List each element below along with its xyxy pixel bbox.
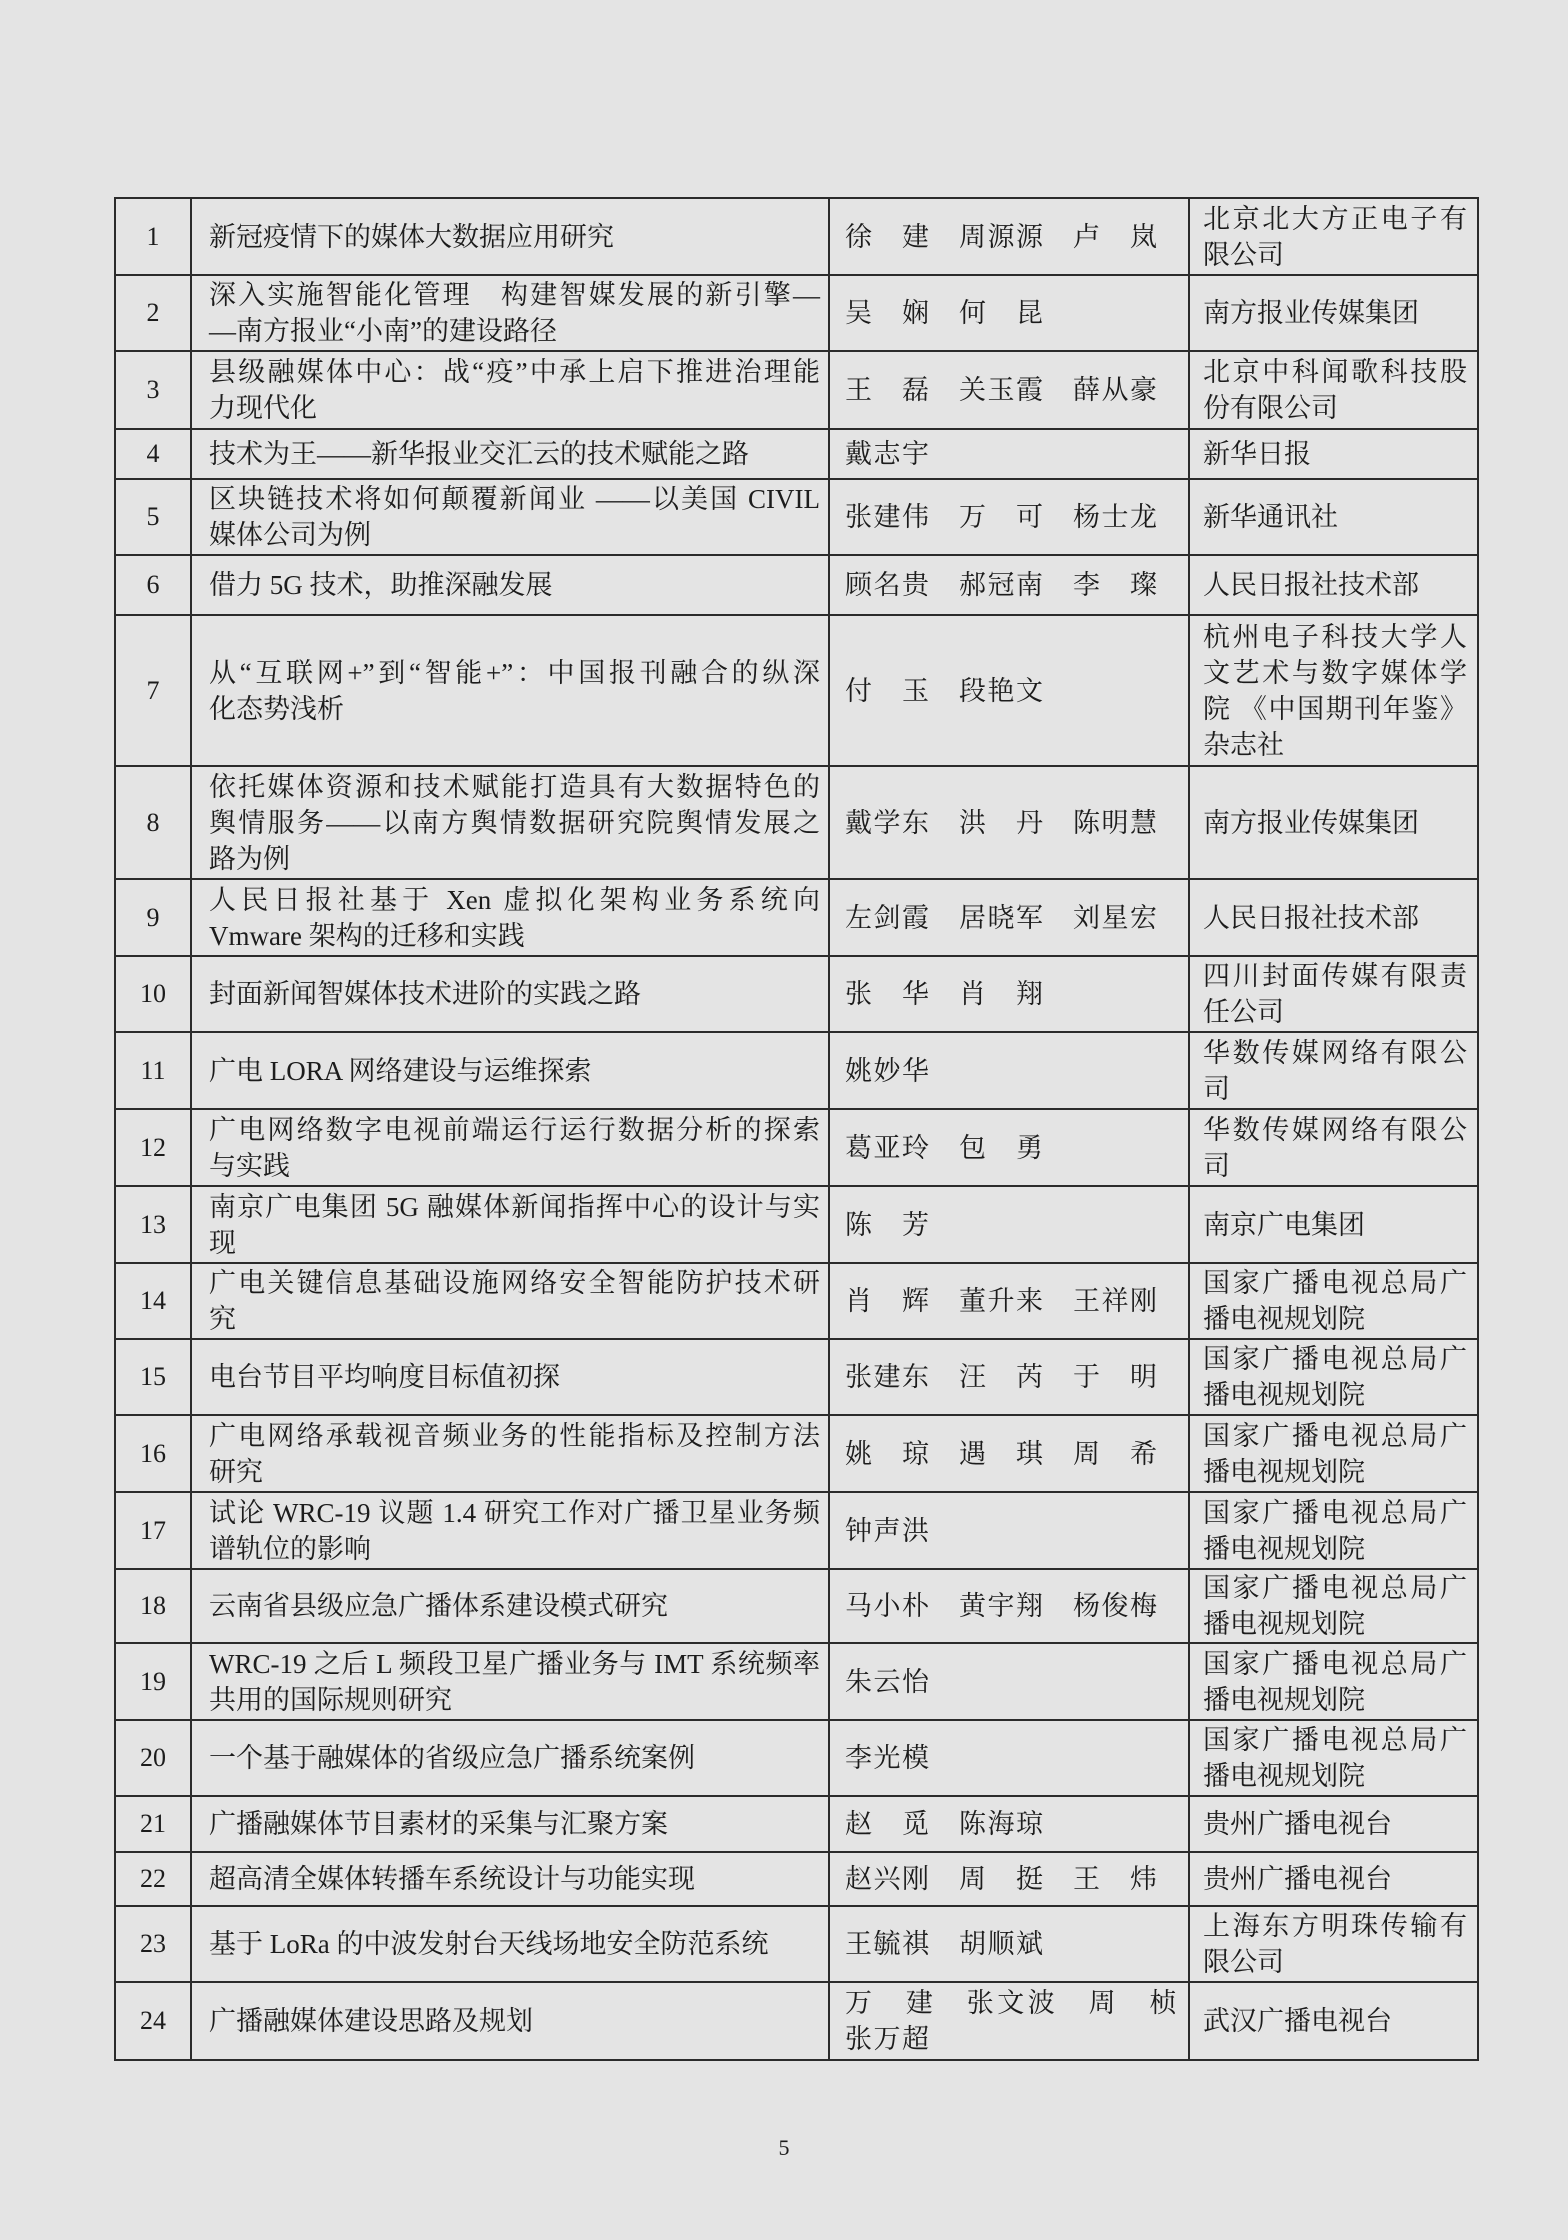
paper-title: 新冠疫情下的媒体大数据应用研究 xyxy=(191,198,829,275)
row-number: 10 xyxy=(115,956,191,1032)
table-row xyxy=(115,1906,1478,1982)
authors xyxy=(829,1982,1189,2060)
table-row xyxy=(115,275,1478,351)
paper-title: 广播融媒体节目素材的采集与汇聚方案 xyxy=(191,1796,829,1852)
text-line: 化态势浅析 xyxy=(209,693,344,724)
text-line: 份有限公司 xyxy=(1203,393,1338,423)
text-line: 深入实施智能化管理 构建智媒发展的新引擎— xyxy=(209,280,820,310)
row-number: 22 xyxy=(115,1852,191,1906)
paper-title: 基于 LoRa 的中波发射台天线场地安全防范系统 xyxy=(191,1906,829,1982)
text-line: 国家广播电视总局广 xyxy=(1203,1420,1467,1451)
text-line: 张万超 xyxy=(845,2024,931,2054)
paper-title xyxy=(191,1492,829,1569)
authors: 赵兴刚 周 挺 王 炜 xyxy=(829,1852,1189,1906)
authors: 姚妙华 xyxy=(829,1032,1189,1109)
row-number: 23 xyxy=(115,1906,191,1982)
paper-title xyxy=(191,766,829,879)
table-row xyxy=(115,615,1478,766)
paper-title xyxy=(191,1415,829,1492)
table-row xyxy=(115,1339,1478,1415)
paper-title: 技术为王——新华报业交汇云的技术赋能之路 xyxy=(191,429,829,479)
text-line: 院 《中国期刊年鉴》 xyxy=(1203,693,1467,724)
table-row xyxy=(115,1032,1478,1109)
text-line: 杭州电子科技大学人 xyxy=(1203,621,1467,652)
row-number: 19 xyxy=(115,1643,191,1720)
text-line: 文艺术与数字媒体学 xyxy=(1203,657,1467,688)
table-row xyxy=(115,429,1478,479)
paper-title xyxy=(191,1109,829,1186)
table-row xyxy=(115,1643,1478,1720)
paper-title: 广播融媒体建设思路及规划 xyxy=(191,1982,829,2060)
paper-title xyxy=(191,275,829,351)
table-row xyxy=(115,1720,1478,1796)
text-line: 国家广播电视总局广 xyxy=(1203,1268,1467,1298)
organization xyxy=(1189,1263,1478,1339)
text-line: 华数传媒网络有限公 xyxy=(1203,1037,1467,1068)
text-line: 司 xyxy=(1203,1073,1230,1104)
text-line: 播电视规划院 xyxy=(1203,1380,1365,1410)
organization: 贵州广播电视台 xyxy=(1189,1796,1478,1852)
table-row xyxy=(115,1982,1478,2060)
authors: 钟声洪 xyxy=(829,1492,1189,1569)
authors: 张建东 汪 芮 于 明 xyxy=(829,1339,1189,1415)
page-number: 5 xyxy=(778,2135,790,2160)
row-number: 20 xyxy=(115,1720,191,1796)
text-line: 力现代化 xyxy=(209,393,317,423)
text-line: 上海东方明珠传输有 xyxy=(1203,1911,1467,1941)
text-line: 究 xyxy=(209,1304,236,1334)
table-row xyxy=(115,1263,1478,1339)
paper-title xyxy=(191,615,829,766)
paper-title xyxy=(191,1186,829,1263)
row-number: 16 xyxy=(115,1415,191,1492)
row-number: 2 xyxy=(115,275,191,351)
organization: 新华通讯社 xyxy=(1189,479,1478,555)
authors: 顾名贵 郝冠南 李 璨 xyxy=(829,555,1189,615)
table-row xyxy=(115,1492,1478,1569)
authors: 赵 觅 陈海琼 xyxy=(829,1796,1189,1852)
paper-title: 封面新闻智媒体技术进阶的实践之路 xyxy=(191,956,829,1032)
paper-title: 借力 5G 技术，助推深融发展 xyxy=(191,555,829,615)
row-number: 3 xyxy=(115,351,191,429)
text-line: 播电视规划院 xyxy=(1203,1456,1365,1487)
text-line: 北京北大方正电子有 xyxy=(1203,203,1467,234)
authors: 李光模 xyxy=(829,1720,1189,1796)
text-line: 播电视规划院 xyxy=(1203,1684,1365,1715)
row-number: 4 xyxy=(115,429,191,479)
text-line: 国家广播电视总局广 xyxy=(1203,1648,1467,1679)
table-row xyxy=(115,956,1478,1032)
text-line: 与实践 xyxy=(209,1150,290,1181)
authors: 左剑霞 居晓军 刘星宏 xyxy=(829,879,1189,956)
paper-title xyxy=(191,879,829,956)
organization xyxy=(1189,1720,1478,1796)
authors: 戴学东 洪 丹 陈明慧 xyxy=(829,766,1189,879)
text-line: 播电视规划院 xyxy=(1203,1304,1365,1334)
organization: 新华日报 xyxy=(1189,429,1478,479)
organization xyxy=(1189,1032,1478,1109)
organization xyxy=(1189,1339,1478,1415)
table-row xyxy=(115,1109,1478,1186)
organization xyxy=(1189,1492,1478,1569)
table-row xyxy=(115,1569,1478,1643)
text-line: 谱轨位的影响 xyxy=(209,1533,371,1564)
text-line: 司 xyxy=(1203,1150,1230,1181)
text-line: 限公司 xyxy=(1203,1947,1284,1977)
organization: 南京广电集团 xyxy=(1189,1186,1478,1263)
text-line: 研究 xyxy=(209,1456,263,1487)
text-line: 区块链技术将如何颠覆新闻业 ——以美国 CIVIL xyxy=(209,484,820,514)
text-line: 华数传媒网络有限公 xyxy=(1203,1114,1467,1145)
text-line: 国家广播电视总局广 xyxy=(1203,1344,1467,1374)
organization xyxy=(1189,1569,1478,1643)
authors: 马小朴 黄宇翔 杨俊梅 xyxy=(829,1569,1189,1643)
row-number: 15 xyxy=(115,1339,191,1415)
paper-title: 云南省县级应急广播体系建设模式研究 xyxy=(191,1569,829,1643)
organization xyxy=(1189,1415,1478,1492)
row-number: 24 xyxy=(115,1982,191,2060)
text-line: 限公司 xyxy=(1203,239,1284,270)
text-line: 播电视规划院 xyxy=(1203,1609,1365,1639)
text-line: WRC-19 之后 L 频段卫星广播业务与 IMT 系统频率 xyxy=(209,1648,820,1679)
text-line: 杂志社 xyxy=(1203,729,1284,760)
authors: 葛亚玲 包 勇 xyxy=(829,1109,1189,1186)
text-line: 播电视规划院 xyxy=(1203,1761,1365,1791)
paper-list-table xyxy=(114,197,1479,2061)
paper-title: 超高清全媒体转播车系统设计与功能实现 xyxy=(191,1852,829,1906)
table-row xyxy=(115,766,1478,879)
organization: 贵州广播电视台 xyxy=(1189,1852,1478,1906)
row-number: 21 xyxy=(115,1796,191,1852)
text-line: 四川封面传媒有限责 xyxy=(1203,961,1467,991)
paper-title: 一个基于融媒体的省级应急广播系统案例 xyxy=(191,1720,829,1796)
table-row xyxy=(115,1415,1478,1492)
text-line: 万 建 张文波 周 桢 xyxy=(845,1988,1178,2018)
text-line: 广电网络数字电视前端运行运行数据分析的探索 xyxy=(209,1114,820,1145)
authors: 戴志宇 xyxy=(829,429,1189,479)
table-row xyxy=(115,1186,1478,1263)
text-line: 广电网络承载视音频业务的性能指标及控制方法 xyxy=(209,1420,820,1451)
authors: 徐 建 周源源 卢 岚 xyxy=(829,198,1189,275)
text-line: 国家广播电视总局广 xyxy=(1203,1497,1467,1528)
organization xyxy=(1189,1109,1478,1186)
row-number: 1 xyxy=(115,198,191,275)
organization: 人民日报社技术部 xyxy=(1189,555,1478,615)
organization xyxy=(1189,198,1478,275)
text-line: 共用的国际规则研究 xyxy=(209,1684,452,1715)
text-line: 依托媒体资源和技术赋能打造具有大数据特色的 xyxy=(209,771,820,802)
authors: 王毓祺 胡顺斌 xyxy=(829,1906,1189,1982)
table-row xyxy=(115,555,1478,615)
table-row xyxy=(115,1852,1478,1906)
organization: 人民日报社技术部 xyxy=(1189,879,1478,956)
organization: 南方报业传媒集团 xyxy=(1189,275,1478,351)
authors: 张 华 肖 翔 xyxy=(829,956,1189,1032)
table-row xyxy=(115,479,1478,555)
text-line: 人民日报社基于 Xen 虚拟化架构业务系统向 xyxy=(209,884,820,915)
authors: 张建伟 万 可 杨士龙 xyxy=(829,479,1189,555)
row-number: 17 xyxy=(115,1492,191,1569)
text-line: 媒体公司为例 xyxy=(209,520,371,550)
authors: 朱云怡 xyxy=(829,1643,1189,1720)
text-line: 北京中科闻歌科技股 xyxy=(1203,357,1467,387)
text-line: 广电关键信息基础设施网络安全智能防护技术研 xyxy=(209,1268,820,1298)
text-line: 舆情服务——以南方舆情数据研究院舆情发展之 xyxy=(209,807,820,838)
row-number: 12 xyxy=(115,1109,191,1186)
row-number: 6 xyxy=(115,555,191,615)
authors: 肖 辉 董升来 王祥刚 xyxy=(829,1263,1189,1339)
authors: 姚 琼 遇 琪 周 希 xyxy=(829,1415,1189,1492)
paper-title xyxy=(191,351,829,429)
text-line: 县级融媒体中心：战“疫”中承上启下推进治理能 xyxy=(209,357,820,387)
row-number: 13 xyxy=(115,1186,191,1263)
row-number: 9 xyxy=(115,879,191,956)
text-line: 国家广播电视总局广 xyxy=(1203,1725,1467,1755)
authors: 付 玉 段艳文 xyxy=(829,615,1189,766)
table-row xyxy=(115,879,1478,956)
text-line: 南京广电集团 5G 融媒体新闻指挥中心的设计与实 xyxy=(209,1191,820,1222)
text-line: —南方报业“小南”的建设路径 xyxy=(209,316,557,346)
organization xyxy=(1189,615,1478,766)
text-line: 现 xyxy=(209,1227,236,1258)
authors: 吴 娴 何 昆 xyxy=(829,275,1189,351)
table-row xyxy=(115,351,1478,429)
authors: 王 磊 关玉霞 薛从豪 xyxy=(829,351,1189,429)
organization xyxy=(1189,351,1478,429)
paper-title xyxy=(191,479,829,555)
paper-title: 广电 LORA 网络建设与运维探索 xyxy=(191,1032,829,1109)
organization xyxy=(1189,1906,1478,1982)
paper-title xyxy=(191,1643,829,1720)
paper-title xyxy=(191,1263,829,1339)
text-line: 播电视规划院 xyxy=(1203,1533,1365,1564)
text-line: 国家广播电视总局广 xyxy=(1203,1573,1467,1603)
table-row xyxy=(115,198,1478,275)
text-line: 试论 WRC-19 议题 1.4 研究工作对广播卫星业务频 xyxy=(209,1497,820,1528)
row-number: 14 xyxy=(115,1263,191,1339)
row-number: 7 xyxy=(115,615,191,766)
row-number: 5 xyxy=(115,479,191,555)
organization: 南方报业传媒集团 xyxy=(1189,766,1478,879)
text-line: 任公司 xyxy=(1203,997,1284,1027)
table-row xyxy=(115,1796,1478,1852)
text-line: 从“互联网+”到“智能+”：中国报刊融合的纵深 xyxy=(209,657,820,688)
organization xyxy=(1189,1643,1478,1720)
row-number: 11 xyxy=(115,1032,191,1109)
organization: 武汉广播电视台 xyxy=(1189,1982,1478,2060)
authors: 陈 芳 xyxy=(829,1186,1189,1263)
row-number: 8 xyxy=(115,766,191,879)
paper-title: 电台节目平均响度目标值初探 xyxy=(191,1339,829,1415)
row-number: 18 xyxy=(115,1569,191,1643)
organization xyxy=(1189,956,1478,1032)
text-line: Vmware 架构的迁移和实践 xyxy=(209,920,525,951)
text-line: 路为例 xyxy=(209,843,290,874)
